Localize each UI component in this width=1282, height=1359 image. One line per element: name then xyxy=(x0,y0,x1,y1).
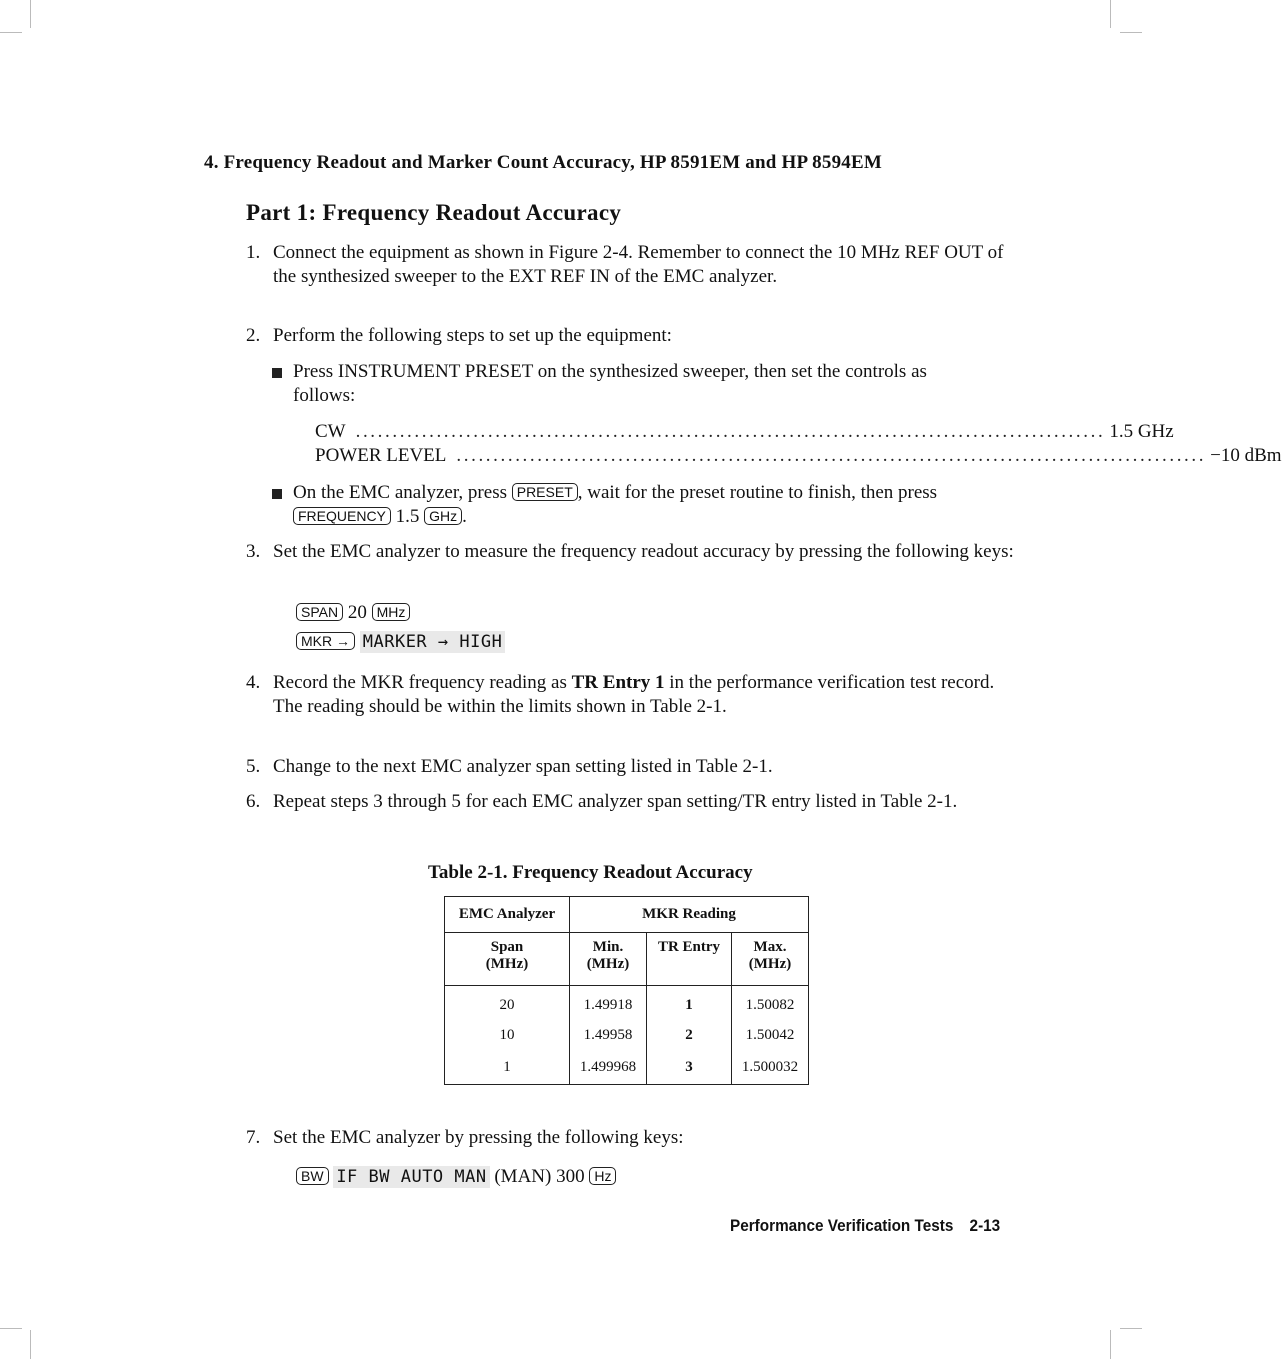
step-number: 7. xyxy=(246,1127,261,1148)
table-header-row xyxy=(445,897,809,933)
header-unit: (MHz) xyxy=(485,956,529,972)
setting-row-cw xyxy=(315,420,1174,444)
bullet-square-icon xyxy=(272,368,282,378)
table-row xyxy=(445,1052,809,1085)
step-text: Connect the equipment as shown in Figure 2-4. Remember to connect the 10 MHz REF OUT of the synthesized sweeper to the EXT REF IN of the EMC analyzer. xyxy=(273,242,1004,287)
header-label: Max. xyxy=(753,939,787,955)
step-text-part: Record the MKR frequency reading as xyxy=(273,672,572,693)
step-text: Perform the following steps to set up the equipment: xyxy=(273,325,672,346)
hz-key[interactable]: Hz xyxy=(589,1167,616,1185)
part-title: Part 1: Frequency Readout Accuracy xyxy=(246,200,622,225)
step-3 xyxy=(246,540,1016,564)
span-value: 20 xyxy=(347,602,367,623)
header-label: TR Entry xyxy=(657,939,721,955)
step-number: 4. xyxy=(246,672,261,693)
cell-span: 20 xyxy=(445,986,570,1019)
step-4 xyxy=(246,671,1016,719)
header-label: Min. xyxy=(592,939,624,955)
bullet-item xyxy=(272,360,992,408)
step-7 xyxy=(246,1126,1016,1150)
crop-mark xyxy=(1110,0,1111,28)
cell-tr-entry: 1 xyxy=(647,986,732,1019)
mkr-arrow-key[interactable]: MKR → xyxy=(296,632,355,650)
step-number: 2. xyxy=(246,325,261,346)
if-bw-auto-man-softkey[interactable]: IF BW AUTO MAN xyxy=(333,1166,489,1188)
setting-value: −10 dBm xyxy=(1210,445,1282,466)
table-row xyxy=(445,986,809,1019)
crop-mark xyxy=(0,1328,22,1329)
cell-min: 1.49918 xyxy=(570,986,647,1019)
tr-entry-reference: TR Entry 1 xyxy=(571,672,665,693)
crop-mark xyxy=(1120,1328,1142,1329)
footer-title: Performance Verification Tests xyxy=(730,1216,954,1235)
frequency-key[interactable]: FREQUENCY xyxy=(293,507,391,525)
mhz-key[interactable]: MHz xyxy=(372,603,411,621)
preset-key[interactable]: PRESET xyxy=(512,483,578,501)
setting-value: 1.5 GHz xyxy=(1109,421,1174,442)
header-span xyxy=(445,933,570,986)
step-number: 5. xyxy=(246,756,261,777)
header-tr-entry xyxy=(647,933,732,986)
key-sequence xyxy=(296,601,410,625)
cell-span: 1 xyxy=(445,1052,570,1085)
crop-mark xyxy=(30,1330,31,1359)
step-text: Change to the next EMC analyzer span setting listed in Table 2-1. xyxy=(273,756,773,777)
cell-max: 1.50042 xyxy=(732,1019,809,1052)
crop-mark xyxy=(0,32,22,33)
ghz-key[interactable]: GHz xyxy=(424,507,462,525)
crop-mark xyxy=(30,0,31,28)
setting-label: CW xyxy=(315,421,346,442)
cell-min: 1.499968 xyxy=(570,1052,647,1085)
frequency-readout-table xyxy=(444,896,809,1085)
cell-tr-entry: 2 xyxy=(647,1019,732,1052)
step-number: 3. xyxy=(246,541,261,562)
table-caption: Table 2-1. Frequency Readout Accuracy xyxy=(428,862,753,883)
cell-max: 1.500032 xyxy=(732,1052,809,1085)
step-text xyxy=(273,671,1016,719)
header-unit: (MHz) xyxy=(586,956,630,972)
key-sequence xyxy=(296,630,505,654)
step-1 xyxy=(246,241,1016,289)
cell-min: 1.49958 xyxy=(570,1019,647,1052)
step-text: Repeat steps 3 through 5 for each EMC analyzer span setting/TR entry listed in Table 2-1. xyxy=(273,791,958,812)
header-label: Span xyxy=(490,939,524,955)
bw-mode: (MAN) xyxy=(494,1166,552,1187)
step-text: Set the EMC analyzer by pressing the following keys: xyxy=(273,1127,684,1148)
crop-mark xyxy=(1120,32,1142,33)
bullet-text: Press INSTRUMENT PRESET on the synthesized sweeper, then set the controls as follows: xyxy=(293,361,927,406)
crop-mark xyxy=(1110,1330,1111,1359)
span-key[interactable]: SPAN xyxy=(296,603,343,621)
marker-high-softkey[interactable]: MARKER → HIGH xyxy=(360,631,506,653)
step-number: 1. xyxy=(246,242,261,263)
table-row xyxy=(445,1019,809,1052)
page-number: 2-13 xyxy=(969,1216,1001,1235)
setting-label: POWER LEVEL xyxy=(315,445,447,466)
header-unit: (MHz) xyxy=(748,956,792,972)
table-header-row xyxy=(445,933,809,986)
bw-value: 300 xyxy=(556,1166,585,1187)
bullet-text-part: On the EMC analyzer, press xyxy=(293,482,507,503)
bullet-text-part: . xyxy=(462,506,467,527)
key-sequence xyxy=(296,1165,616,1189)
bullet-square-icon xyxy=(272,489,282,499)
frequency-value: 1.5 xyxy=(395,506,420,527)
header-mkr-reading: MKR Reading xyxy=(570,897,809,933)
setting-row-power-level xyxy=(315,444,1282,468)
step-text: Set the EMC analyzer to measure the frequency readout accuracy by pressing the following keys: xyxy=(273,541,1014,562)
cell-span: 10 xyxy=(445,1019,570,1052)
step-text-part: in the performance verification test record. The reading should be within the limits shown in Table 2-1. xyxy=(273,672,995,717)
step-number: 6. xyxy=(246,791,261,812)
cell-tr-entry: 3 xyxy=(647,1052,732,1085)
cell-max: 1.50082 xyxy=(732,986,809,1019)
leader-dots: ...................................................................................................... xyxy=(456,445,1207,466)
leader-dots: ...................................................................................................... xyxy=(355,421,1106,442)
bullet-item xyxy=(272,481,992,529)
bullet-text-part: , wait for the preset routine to finish, then press xyxy=(577,482,938,503)
header-min xyxy=(570,933,647,986)
section-title: 4. Frequency Readout and Marker Count Accuracy, HP 8591EM and HP 8594EM xyxy=(204,152,882,173)
header-emc-analyzer: EMC Analyzer xyxy=(445,897,570,933)
bullet-text xyxy=(293,481,992,529)
step-5 xyxy=(246,755,1016,779)
header-max xyxy=(732,933,809,986)
bw-key[interactable]: BW xyxy=(296,1167,329,1185)
page-footer xyxy=(730,1216,1000,1236)
step-2 xyxy=(246,324,1016,348)
step-6 xyxy=(246,790,1016,814)
